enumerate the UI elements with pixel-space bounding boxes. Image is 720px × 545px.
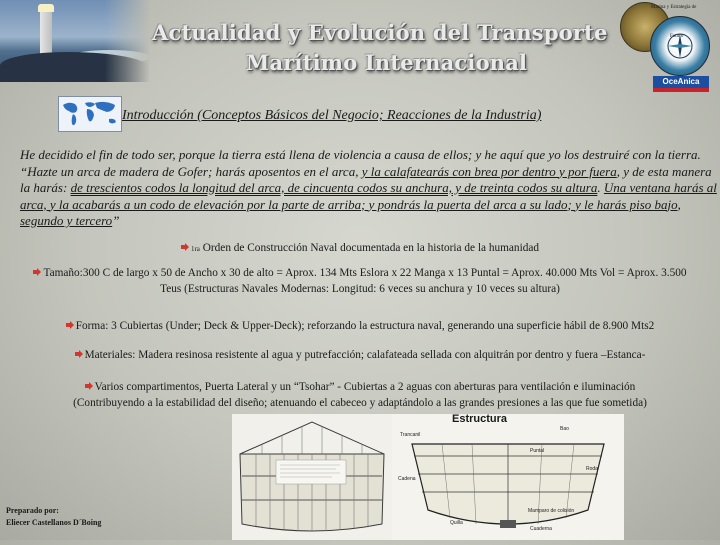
bullet-item <box>0 379 720 395</box>
bullet-text-continued: (Contribuyendo a la estabilidad del diseño; atenuando el cabeceo y adaptándolo a las grandes presiones a las que fue sometida) <box>73 397 647 409</box>
diagram-label: Roda <box>586 466 598 472</box>
quote-part: He decidido el fin de todo ser, porque la tierra está llena de violencia a causa de ellos; y he aquí que yo los destruiré con la tierra. “Hazte un arca de madera de Gofer; harás aposentos en el arca, <box>20 147 701 179</box>
diagram-title: Estructura <box>452 413 508 425</box>
genesis-quote <box>20 147 718 230</box>
arrow-bullet-icon <box>33 268 41 276</box>
author-name: Eliecer Castellanos D´Boing <box>6 518 102 527</box>
world-map-image <box>58 96 122 132</box>
section-subtitle: Introducción (Conceptos Básicos del Negocio; Reacciones de la Industria) <box>122 108 542 123</box>
arrow-bullet-icon <box>66 321 74 329</box>
arrow-bullet-icon <box>85 382 93 390</box>
diagram-label: Mamparo de colisión <box>528 508 575 514</box>
arrow-bullet-icon <box>181 243 189 251</box>
ark-section-illustration <box>232 414 392 540</box>
bullet-item <box>0 347 720 363</box>
bullet-text: Tamaño:300 C de largo x 50 de Ancho x 30 de alto = Aprox. 134 Mts Eslora x 22 Manga x 13 Puntal = Aprox. 40.000 Mts Vol = Aprox. 3.500 <box>43 267 687 279</box>
diagram-label: Cadena <box>398 476 416 482</box>
diagram-label: Cuaderna <box>530 526 552 532</box>
bullet-ordinal: 1ra <box>190 245 200 253</box>
bullet-text: Varios compartimentos, Puerta Lateral y un “Tsohar” - Cubiertas a 2 aguas con aberturas para ventilación e iluminación <box>94 381 636 393</box>
compass-seal-logo <box>650 16 710 76</box>
diagram-label: Puntal <box>530 448 545 454</box>
lighthouse-photo <box>0 0 150 82</box>
brand-logo: OceAnica <box>653 76 709 88</box>
bullet-text: Materiales: Madera resinosa resistente al agua y putrefacción; calafateada sellada con alquitrán por dentro y fuera –Estanca- <box>84 349 646 361</box>
arrow-bullet-icon <box>75 350 83 358</box>
page-title-line1: Actualidad y Evolución del Transporte <box>152 20 608 45</box>
bullet-text: Forma: 3 Cubiertas (Under; Deck & Upper-Deck); reforzando la estructura naval, generando una superficie hábil de 8.900 Mts2 <box>75 320 655 332</box>
prepared-by-label: Preparado por: <box>6 506 59 515</box>
bullet-item <box>0 265 720 281</box>
bullet-item <box>0 240 720 257</box>
quote-double-underlined: de trescientos codos la longitud del arca, de cincuenta codos su anchura, y de treinta codos su altura <box>70 180 598 195</box>
diagram-label: Trancanil <box>400 432 421 438</box>
page-title-line2: Marítimo Internacional <box>246 50 528 75</box>
seal-caption: Marina y Estrategia de <box>651 5 697 10</box>
diagram-label: Quilla <box>450 520 463 526</box>
bullet-text: Orden de Construcción Naval documentada en la historia de la humanidad <box>199 242 540 254</box>
compass-icon <box>651 17 709 75</box>
bullet-text-continued: Teus (Estructuras Navales Modernas: Longitud: 6 veces su anchura y 10 veces su altura) <box>160 283 560 295</box>
seal-inner-caption: Futuro <box>670 34 684 39</box>
quote-part: ” <box>112 213 120 228</box>
quote-underlined: Una ventana harás al arca, y la acabarás a un codo de elevación por la parte de arriba; y pondrás la puerta del arca a su lado; y le harás piso bajo, segundo y tercero <box>20 180 717 228</box>
quote-part: , y de esta manera la harás: <box>20 163 712 195</box>
quote-underlined: y la calafatearás con brea por dentro y por fuera <box>361 163 617 179</box>
diagram-label: Bao <box>560 426 569 432</box>
quote-part: . <box>597 180 604 195</box>
brand-strip <box>653 88 709 92</box>
ship-structure-diagram <box>392 414 624 540</box>
bullet-item <box>0 318 720 334</box>
